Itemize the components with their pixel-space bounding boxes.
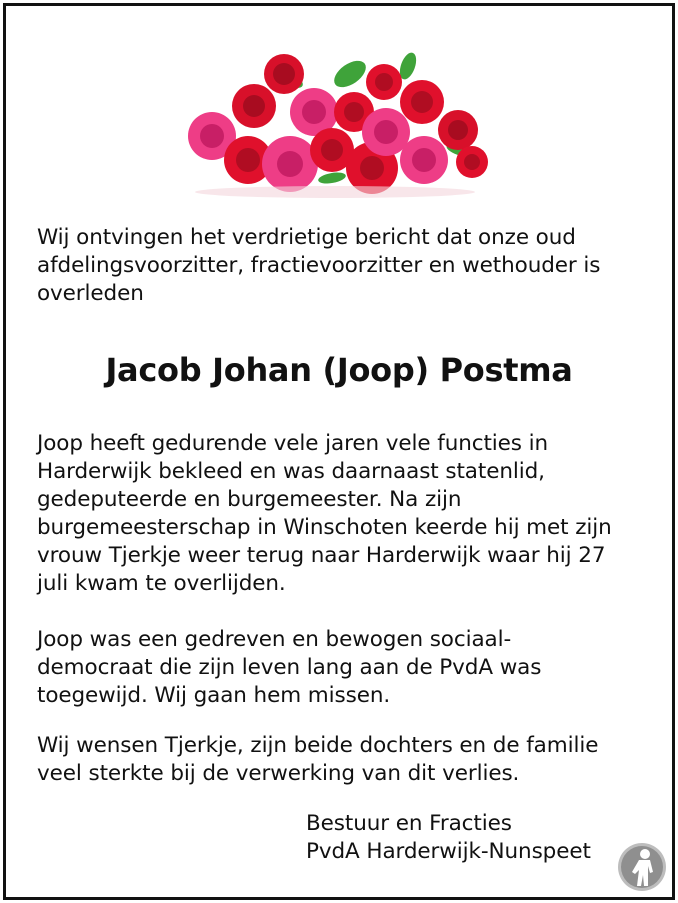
- memorial-figure-icon: [617, 842, 667, 892]
- body-paragraph: Wij wensen Tjerkje, zijn beide dochters en de familie veel sterkte bij de verwerking van dit verlies.: [37, 733, 599, 786]
- signature-block: [306, 810, 591, 866]
- intro-text: Wij ontvingen het verdrietige bericht dat onze oud afdelingsvoorzitter, fractievoorzitter en wethouder is overleden: [37, 225, 601, 306]
- signature-line: PvdA Harderwijk-Nunspeet: [306, 839, 591, 864]
- body-paragraph: Joop heeft gedurende vele jaren vele functies in Harderwijk bekleed en was daarnaast statenlid, gedeputeerde en burgemeester. Na zijn burgemeesterschap in Winschoten keerde hij met zijn vrouw Tjerkje weer terug naar Harderwijk waar hij 27 juli kwam te overlijden.: [37, 431, 612, 596]
- deceased-name: Jacob Johan (Joop) Postma: [105, 351, 573, 389]
- rose-bouquet-icon: [172, 40, 498, 200]
- body-paragraph: Joop was een gedreven en bewogen sociaal- democraat die zijn leven lang aan de PvdA was toegewijd. Wij gaan hem missen.: [37, 627, 542, 708]
- signature-line: Bestuur en Fracties: [306, 811, 512, 836]
